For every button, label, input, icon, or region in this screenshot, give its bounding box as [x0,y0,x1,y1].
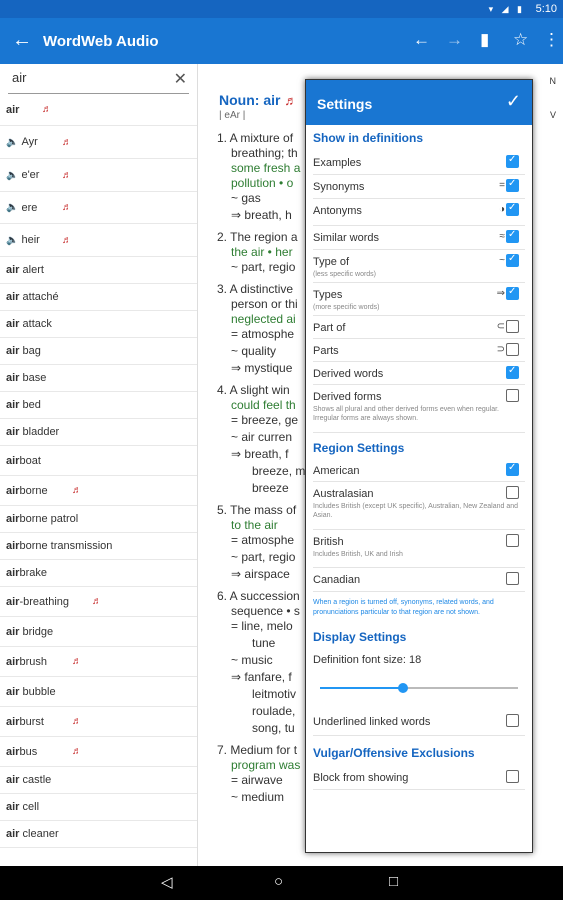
setting-checkbox[interactable] [506,203,519,216]
setting-label: Part of [313,322,346,334]
audio-note-icon[interactable]: ♬ [62,202,72,213]
definition-line[interactable]: ~ quality [231,344,277,358]
definition-sense: 1. A mixture of [217,131,294,145]
setting-label: Derived words [313,368,384,380]
definition-example: program was [231,758,301,772]
word-list-item[interactable] [0,224,197,257]
setting-checkbox[interactable] [506,287,519,300]
word-rest: borne patrol [19,513,79,525]
setting-description: Shows all plural and other derived forms even when regular. Irregular forms are always shown. [313,406,499,422]
history-forward-icon[interactable]: → [446,30,463,49]
slider-thumb[interactable] [398,683,408,693]
audio-note-icon[interactable]: ♬ [72,485,82,496]
setting-row[interactable] [313,316,525,339]
word-rest: bladder [19,426,60,438]
word-rest: e'er [21,169,40,181]
region-note: When a region is turned off, synonyms, related words, and pronunciations particular to that region are not shown. [313,599,494,616]
definition-options [306,151,532,433]
word-rest: bridge [19,625,54,638]
headword-text: Noun: air [219,92,281,108]
clear-icon[interactable]: ✕ [173,71,187,88]
setting-checkbox[interactable] [506,463,519,476]
definition-line: person or thi [231,297,298,311]
bookmark-icon[interactable]: ▮ [480,30,490,49]
definition-line[interactable]: ~ part, regio [231,260,296,274]
word-rest: castle [19,774,52,786]
word-rest: bubble [19,685,56,698]
setting-label: Canadian [313,574,361,586]
setting-label: Types [313,289,343,301]
star-icon[interactable]: ☆ [513,30,529,49]
setting-row[interactable] [313,283,525,316]
definition-line: sequence • s [231,604,300,618]
definition-line: breathing; th [231,146,298,160]
setting-checkbox[interactable] [506,320,519,333]
definition-sense: 2. The region a [217,230,298,244]
status-bar [0,0,563,18]
section-show-in-definitions: Show in definitions [313,131,423,145]
search-box [8,64,189,94]
setting-checkbox[interactable] [506,534,519,547]
definition-example: neglected ai [231,312,296,326]
word-list-item[interactable] [0,617,197,647]
definition-line[interactable]: = breeze, ge [231,413,299,427]
word-match: air [6,454,20,467]
setting-checkbox[interactable] [506,486,519,499]
setting-label: Derived forms [313,391,382,403]
block-row[interactable] [313,766,525,790]
side-letter-v[interactable]: V [549,110,556,120]
status-icons: ▾ ◢ ▮ [488,4,525,14]
word-list-item[interactable] [0,338,197,365]
underlined-label: Underlined linked words [313,716,431,728]
back-arrow-icon[interactable]: ← [12,29,32,51]
definition-line[interactable]: roulade, [252,704,296,718]
speaker-icon: 🔈 [6,202,19,213]
phonetic: | eAr | [219,110,246,121]
word-match: air [6,745,20,758]
definition-line[interactable]: ⇒ breath, f [231,447,289,461]
confirm-check-icon[interactable]: ✓ [505,91,521,111]
word-match: air [6,715,20,728]
underlined-row[interactable] [313,710,525,736]
speaker-icon: 🔈 [6,169,19,181]
definition-line[interactable]: breeze [252,481,289,495]
word-match: air [6,567,20,579]
word-rest: Ayr [21,136,38,148]
word-list-item[interactable] [0,737,197,767]
definition-line[interactable]: = line, melo [231,619,293,633]
setting-row[interactable] [313,339,525,362]
audio-note-icon[interactable]: ♬ [42,104,52,115]
word-list-item[interactable] [0,446,197,476]
word-rest: bed [19,399,41,411]
definition-line[interactable]: = atmosphe [231,533,295,547]
word-list-item[interactable] [0,533,197,560]
definition-line[interactable]: breeze, m [252,464,306,478]
word-list-item[interactable] [0,767,197,794]
setting-row[interactable] [313,226,525,250]
word-list-item[interactable] [0,476,197,506]
definition-example: could feel th [231,398,296,412]
definition-sense: 4. A slight win [217,383,290,397]
word-rest: brake [19,567,47,579]
word-match: air [6,291,20,303]
definition-sense: 6. A succession [217,589,300,603]
definition-example: the air • her [231,245,293,259]
setting-checkbox[interactable] [506,179,519,192]
word-rest: boat [19,454,41,467]
word-list-item[interactable] [0,821,197,848]
word-match: air [6,372,20,384]
section-region-settings: Region Settings [313,441,405,455]
word-list-item[interactable] [0,587,197,617]
nav-recent-icon[interactable]: □ [389,873,399,890]
section-vulgar-exclusions: Vulgar/Offensive Exclusions [313,746,475,760]
audio-note-icon[interactable]: ♬ [62,136,72,148]
setting-row[interactable] [313,250,525,283]
word-list-item[interactable] [0,560,197,587]
word-match: air [6,801,20,813]
setting-checkbox[interactable] [506,254,519,267]
relation-symbol-icon: ⊃ [496,344,505,355]
audio-note-icon[interactable]: ♬ [284,93,298,108]
definition-example: some fresh a [231,161,301,175]
setting-label: American [313,465,360,477]
word-list-item[interactable] [0,311,197,338]
word-match: air [6,513,20,525]
word-match: air [6,685,20,698]
word-rest: borne [19,484,48,497]
word-list-item[interactable] [0,284,197,311]
setting-row[interactable] [313,199,525,226]
setting-row[interactable] [313,362,525,385]
word-list-item[interactable] [0,365,197,392]
setting-row[interactable] [313,530,525,568]
settings-panel [305,79,533,853]
word-rest: alert [19,264,44,276]
setting-row[interactable] [313,568,525,592]
definition-line[interactable]: ~ gas [231,191,261,205]
region-options [306,459,532,592]
nav-home-icon[interactable]: ○ [274,873,284,890]
block-label: Block from showing [313,772,409,784]
definition-line[interactable]: ⇒ airspace [231,567,290,581]
definition-line[interactable]: ~ music [231,653,273,667]
status-time: 5:10 [535,3,557,15]
setting-checkbox[interactable] [506,389,519,402]
word-match: air [6,399,20,411]
word-match: air [6,595,20,608]
setting-row[interactable] [313,482,525,530]
word-rest: bus [19,745,38,758]
word-list-item[interactable] [0,647,197,677]
setting-checkbox[interactable] [506,230,519,243]
word-list-item[interactable] [0,159,197,192]
block-checkbox[interactable] [506,770,519,783]
word-rest: attaché [19,291,59,303]
word-rest: cleaner [19,828,59,840]
word-list-item[interactable] [0,257,197,284]
audio-note-icon[interactable]: ♬ [72,746,82,757]
nav-back-icon[interactable]: ◁ [161,874,173,891]
word-list-item[interactable] [0,707,197,737]
audio-note-icon[interactable]: ♬ [72,656,82,667]
audio-note-icon[interactable]: ♬ [92,596,102,607]
word-rest: attack [19,318,52,330]
definition-line[interactable]: ~ air curren [231,430,293,444]
word-rest: burst [19,715,44,728]
word-rest: -breathing [19,595,70,608]
word-rest: ere [21,201,38,214]
setting-label: Parts [313,345,339,357]
relation-symbol-icon: ◑ [498,204,505,215]
word-list-item[interactable] [0,94,197,126]
word-match: air [6,828,20,840]
settings-header [306,80,532,125]
relation-symbol-icon: = [499,180,505,191]
definition-line[interactable]: leitmotiv [252,687,297,701]
font-size-label: Definition font size: 18 [313,654,422,666]
system-nav-bar [0,866,563,900]
setting-checkbox[interactable] [506,343,519,356]
word-match: air [6,264,20,276]
speaker-icon: 🔈 [6,234,19,246]
setting-row[interactable] [313,151,525,175]
definition-line[interactable]: ~ medium [231,790,285,804]
definition-line[interactable]: ⇒ mystique [231,361,293,375]
speaker-icon: 🔈 [6,136,19,148]
word-match: air [6,484,20,497]
setting-label: Examples [313,157,362,169]
setting-checkbox[interactable] [506,155,519,168]
definition-example: to the air [231,518,278,532]
word-rest: heir [21,234,40,246]
setting-label: Similar words [313,232,380,244]
relation-symbol-icon: ⊂ [496,321,505,332]
settings-title: Settings [317,96,373,112]
word-match: air [6,426,20,438]
relation-symbol-icon: ≈ [499,231,505,242]
setting-checkbox[interactable] [506,366,519,379]
setting-description: (less specific words) [313,271,377,278]
side-letter-n[interactable]: N [549,76,556,86]
word-list-item[interactable] [0,506,197,533]
setting-description: (more specific words) [313,304,380,311]
setting-checkbox[interactable] [506,572,519,585]
word-list-item[interactable] [0,794,197,821]
word-list-item[interactable] [0,126,197,159]
definition-example: pollution • o [231,176,294,190]
setting-label: British [313,536,344,548]
definition-line[interactable]: ⇒ breath, h [231,208,292,222]
word-match: air [6,103,20,116]
history-back-icon[interactable]: ← [413,30,430,49]
search-input[interactable] [12,70,162,85]
relation-symbol-icon: ⇒ [496,288,505,299]
setting-label: Synonyms [313,181,365,193]
word-match: air [6,774,20,786]
section-display-settings: Display Settings [313,630,407,644]
word-rest: base [19,372,47,384]
definition-sense: 5. The mass of [217,503,297,517]
word-match: air [6,540,20,552]
definition-line[interactable]: ~ part, regio [231,550,296,564]
audio-note-icon[interactable]: ♬ [62,169,72,181]
relation-symbol-icon: ~ [499,255,505,266]
word-list-pane [0,64,198,866]
word-match: air [6,625,20,638]
underlined-checkbox[interactable] [506,714,519,727]
audio-note-icon[interactable]: ♬ [72,716,82,727]
setting-row[interactable] [313,459,525,482]
setting-description: Includes British (except UK specific), Australian, New Zealand and Asian. [313,503,519,519]
definition-line[interactable]: = atmosphe [231,327,295,341]
word-rest: bag [19,345,41,357]
word-list-item[interactable] [0,192,197,224]
word-list-item[interactable] [0,392,197,419]
word-list [0,94,197,848]
word-list-item[interactable] [0,677,197,707]
word-rest: cell [19,801,40,813]
slider-fill [320,687,403,689]
definition-line[interactable]: song, tu [252,721,295,735]
setting-row[interactable] [313,175,525,199]
app-title: WordWeb Audio [43,33,159,50]
font-size-row [313,648,525,670]
definition-line[interactable]: tune [252,636,276,650]
word-rest: borne transmission [19,540,113,552]
word-list-item[interactable] [0,419,197,446]
definition-sense: 7. Medium for t [217,743,298,757]
setting-label: Australasian [313,488,374,500]
word-match: air [6,655,20,668]
definition-line[interactable]: ⇒ fanfare, f [231,670,292,684]
definition-headword [219,92,297,108]
word-rest: brush [19,655,47,668]
word-match: air [6,345,20,357]
setting-description: Includes British, UK and Irish [313,551,403,558]
definition-line[interactable]: = airwave [231,773,283,787]
audio-note-icon[interactable]: ♬ [62,234,72,246]
word-match: air [6,318,20,330]
setting-label: Antonyms [313,205,362,217]
setting-row[interactable] [313,385,525,433]
setting-label: Type of [313,256,350,268]
more-menu-icon[interactable]: ⋮ [543,30,560,49]
app-bar [0,18,563,64]
font-size-slider[interactable] [320,680,518,696]
definition-sense: 3. A distinctive [217,282,294,296]
